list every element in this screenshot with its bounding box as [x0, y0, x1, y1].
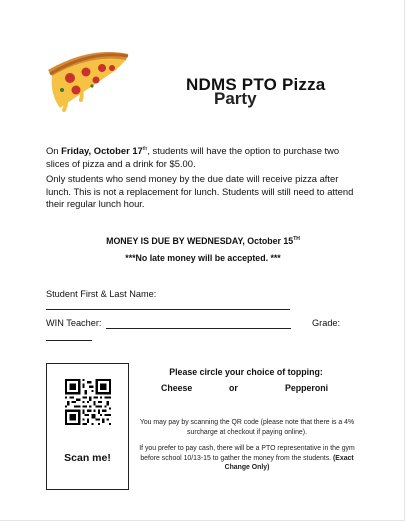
- qr-code-box: [46, 363, 129, 490]
- teacher-line[interactable]: [106, 328, 291, 329]
- intro-paragraph: On Friday, October 17th, students will have the option to purchase two slices of pizza and a drink for $5.00.: [46, 145, 340, 169]
- scan-me-label: Scan me!: [64, 452, 111, 464]
- lunch-paragraph: Only students who send money by the due date will receive pizza after lunch. This is not a replacement for lunch. Students will still need to attend their regular lunch hour.: [46, 173, 354, 210]
- student-name-line[interactable]: [46, 309, 290, 310]
- event-date: Friday, October 17: [61, 145, 143, 157]
- topping-heading: Please circle your choice of topping:: [169, 367, 323, 377]
- topping-cheese[interactable]: Cheese: [161, 383, 193, 393]
- qr-code-icon[interactable]: [65, 379, 111, 425]
- cash-payment-note: If you prefer to pay cash, there will be a PTO representative in the gym before school 10/13-15 to gather the money from the students. (Exact Change Only): [139, 445, 355, 472]
- grade-line[interactable]: [46, 340, 92, 341]
- deadline-heading: MONEY IS DUE BY WEDNESDAY, October 15TH: [106, 236, 300, 246]
- topping-pepperoni[interactable]: Pepperoni: [285, 383, 329, 393]
- student-name-label: Student First & Last Name:: [46, 289, 157, 299]
- topping-separator: or: [229, 383, 238, 393]
- pizza-slice-icon: [46, 46, 132, 116]
- page-title: NDMS PTO Pizza: [186, 75, 326, 94]
- qr-payment-note: You may pay by scanning the QR code (please note that there is a 4% surcharge at checkout if paying online).: [139, 419, 355, 436]
- title-overflow-fragment: Party: [214, 89, 257, 108]
- grade-label: Grade:: [312, 318, 341, 328]
- teacher-label: WIN Teacher:: [46, 318, 102, 328]
- late-money-note: ***No late money will be accepted. ***: [125, 253, 281, 263]
